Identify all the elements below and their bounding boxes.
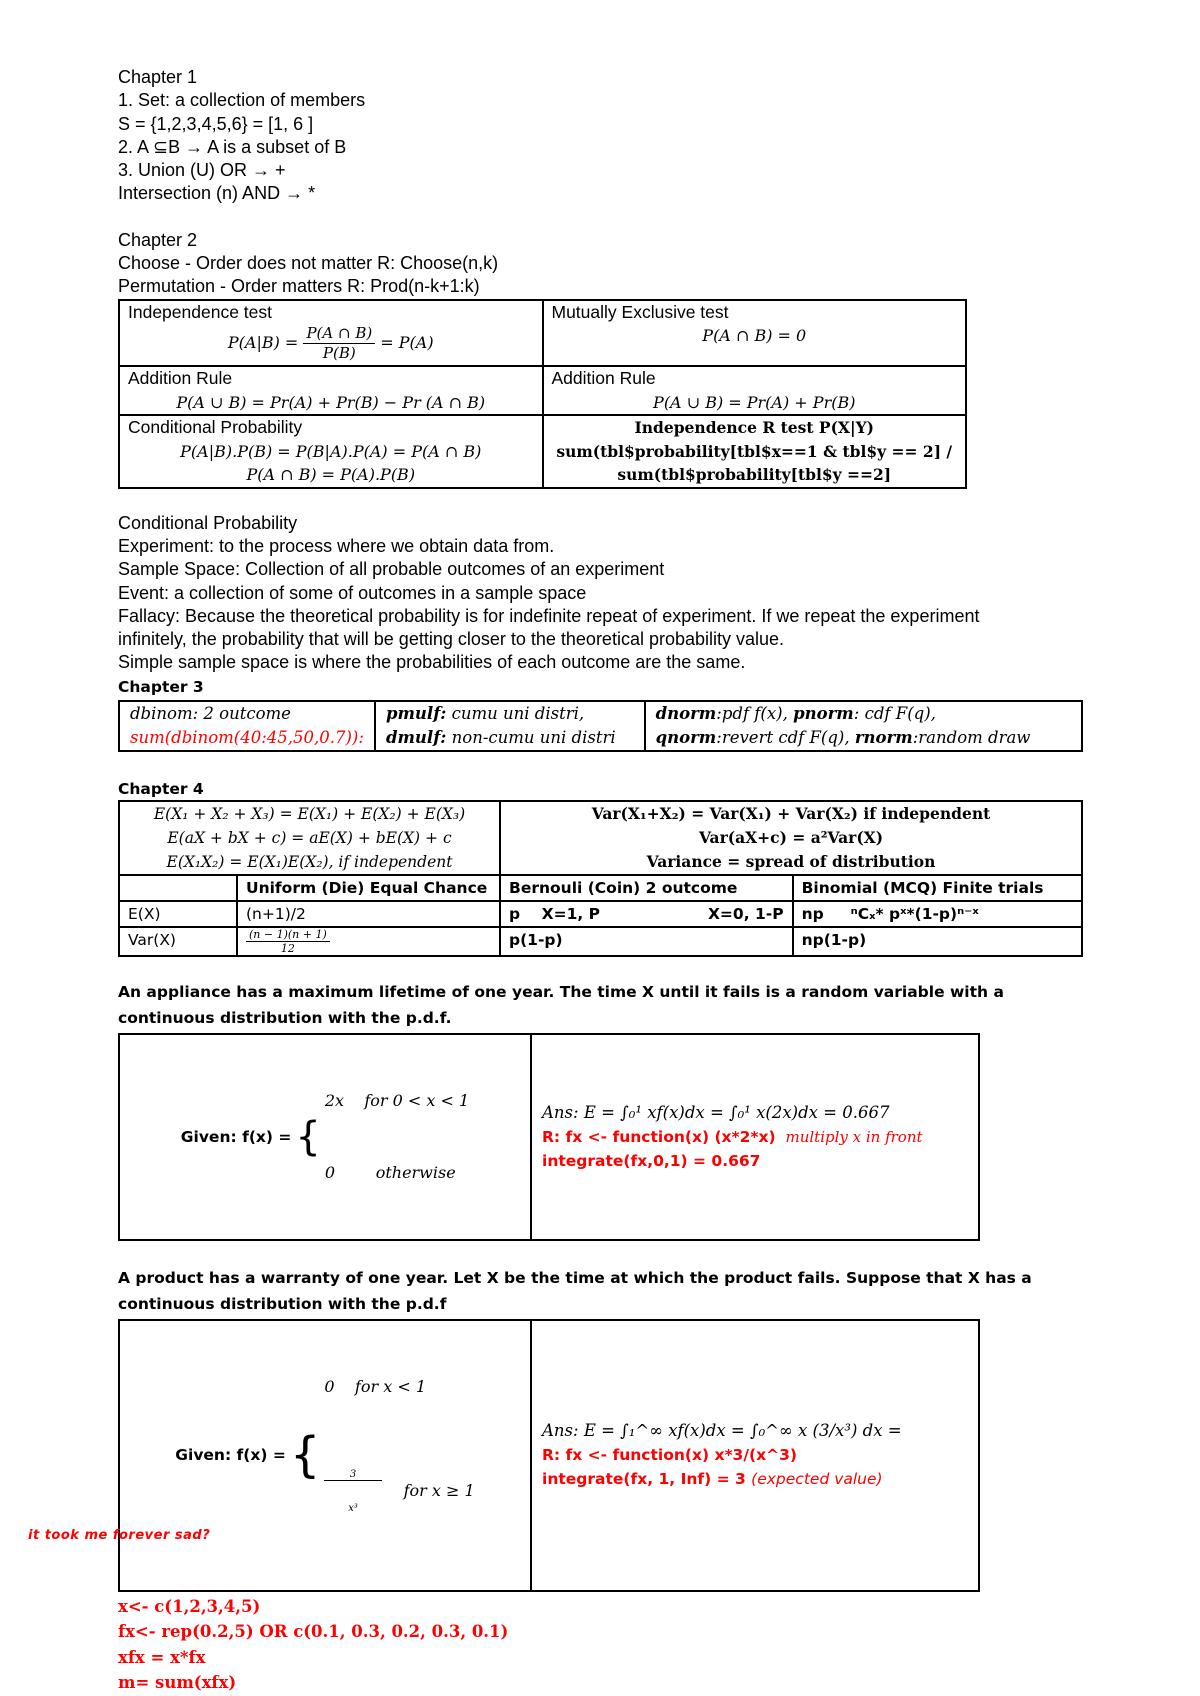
ex-row-label: E(X) <box>119 901 237 927</box>
q2-case-2-denominator: x³ <box>348 1502 358 1514</box>
question-2-section <box>118 1265 1084 1592</box>
rnorm-key: rnorm <box>854 727 913 747</box>
q1-r-line-1 <box>542 1125 968 1149</box>
expectation-rules-cell <box>119 801 500 875</box>
expectation-rule-3: E(X₁X₂) = E(X₁)E(X₂), if independent <box>166 852 453 871</box>
binomial-ex: np ⁿCₓ* pˣ*(1-p)ⁿ⁻ˣ <box>793 901 1082 927</box>
indep-rhs: = P(A) <box>380 333 434 353</box>
q2-case-2 <box>324 1447 474 1536</box>
bernoulli-header: Bernouli (Coin) 2 outcome <box>500 875 793 901</box>
conditional-probability-header: Conditional Probability <box>128 417 303 438</box>
q2-r-code-1: R: fx <- function(x) x*3/(x^3) <box>542 1446 797 1465</box>
binomial-var: np(1-p) <box>793 927 1082 956</box>
left-brace-icon: { <box>295 1113 321 1160</box>
chapter-1-section <box>118 66 1084 206</box>
conditional-probability-cell <box>119 415 543 488</box>
bernoulli-var: p(1-p) <box>500 927 793 956</box>
var-row-label: Var(X) <box>119 927 237 956</box>
q2-given <box>130 1327 520 1584</box>
table-row <box>119 1320 979 1591</box>
q2-answer-cell <box>531 1320 979 1591</box>
chapter-3-section <box>118 675 1084 752</box>
unif-cell <box>375 701 645 751</box>
table-row <box>119 415 966 488</box>
code-line-1: x<- c(1,2,3,4,5) <box>118 1596 261 1616</box>
table-row <box>119 875 1082 901</box>
q1-case-1: 2x for 0 < x < 1 <box>324 1090 470 1110</box>
q2-r-code-2: integrate(fx, 1, Inf) = 3 <box>542 1470 752 1489</box>
q1-note: multiply x in front <box>785 1127 923 1146</box>
dmulf-val: non-cumu uni distri <box>446 727 616 747</box>
r-test-title: Independence R test P(X|Y) <box>634 418 874 438</box>
dnorm-line <box>656 702 1071 726</box>
norm-cell <box>645 701 1082 751</box>
pnorm-key: pnorm <box>793 703 854 723</box>
r-code-block <box>118 1594 1084 1696</box>
addition-rule-header-2: Addition Rule <box>551 368 656 389</box>
dbinom-desc: dbinom: 2 outcome <box>130 703 291 723</box>
table-row <box>119 927 1082 956</box>
expectation-rule-1: E(X₁ + X₂ + X₃) = E(X₁) + E(X₂) + E(X₃) <box>153 804 466 823</box>
uniform-var-denominator: 12 <box>280 941 295 955</box>
ch2-line-1: Choose - Order does not matter R: Choose(n,k) <box>118 253 499 274</box>
document-page <box>118 66 1084 1696</box>
chapter-4-section <box>118 778 1084 957</box>
expectation-variance-table <box>118 800 1083 957</box>
indep-denominator: P(B) <box>322 344 356 363</box>
chapter-1-title: Chapter 1 <box>118 67 198 87</box>
table-row <box>119 1034 979 1240</box>
ch2-line-2: Permutation - Order matters R: Prod(n-k+1:k) <box>118 276 480 297</box>
addition-formula-2: P(A ∪ B) = Pr(A) + Pr(B) <box>653 392 856 412</box>
q1-given-cell <box>119 1034 531 1240</box>
table-row <box>119 901 1082 927</box>
footer-handwritten-note: it took me forever sad? <box>28 1528 211 1543</box>
chapter-2-title: Chapter 2 <box>118 229 198 250</box>
q2-case-1: 0 for x < 1 <box>324 1376 426 1396</box>
dmulf-key: dmulf: <box>385 727 447 747</box>
indep-fraction <box>303 324 375 363</box>
ch1-line-2: S = {1,2,3,4,5,6} = [1, 6 ] <box>118 113 314 134</box>
variance-rules-cell <box>500 801 1082 875</box>
left-brace-icon: { <box>289 1427 321 1484</box>
dmulf-line <box>386 726 634 750</box>
q1-r-code-2: integrate(fx,0,1) = 0.667 <box>542 1151 761 1170</box>
indep-lhs: P(A|B) = <box>227 333 299 353</box>
dnorm-val: :pdf f(x), <box>716 703 794 723</box>
mutually-exclusive-cell <box>543 300 967 367</box>
pmulf-line <box>386 702 634 726</box>
addition-rule-cell-2 <box>543 366 967 415</box>
cp-line-4: Fallacy: Because the theoretical probability is for indefinite repeat of experiment. If we repeat the experiment infinitely, the probability that will be getting closer to the theoretical probability value. <box>118 605 980 650</box>
qnorm-val: :revert cdf F(q), <box>716 727 855 747</box>
qnorm-key: qnorm <box>655 727 717 747</box>
q1-answer: Ans: E = ∫₀¹ xf(x)dx = ∫₀¹ x(2x)dx = 0.667 <box>542 1102 890 1122</box>
q2-r-line-2 <box>542 1467 968 1491</box>
code-line-3: xfx = x*fx <box>118 1647 206 1667</box>
ch1-line-1: 1. Set: a collection of members <box>118 90 366 111</box>
cp-line-2: Sample Space: Collection of all probable outcomes of an experiment <box>118 559 665 580</box>
q2-answer: Ans: E = ∫₁^∞ xf(x)dx = ∫₀^∞ x (3/x³) dx = <box>542 1421 902 1441</box>
pmulf-val: cumu uni distri, <box>446 703 585 723</box>
uniform-ex: (n+1)/2 <box>237 901 500 927</box>
q2-case-2-condition: for x ≥ 1 <box>403 1481 475 1501</box>
table-row <box>119 801 1082 875</box>
question-2-text: A product has a warranty of one year. Let X be the time at which the product fails. Suppose that X has a continuous distribution with the p.d.f <box>118 1268 1032 1313</box>
q1-answer-cell <box>531 1034 979 1240</box>
mutually-exclusive-header: Mutually Exclusive test <box>551 301 729 322</box>
rnorm-val: :random draw <box>912 727 1031 747</box>
r-test-line-2: sum(tbl$probability[tbl$y ==2] <box>617 465 892 485</box>
question-1-table <box>118 1033 980 1241</box>
addition-formula-1: P(A ∪ B) = Pr(A) + Pr(B) − Pr (A ∩ B) <box>176 392 486 412</box>
indep-numerator: P(A ∩ B) <box>303 324 375 344</box>
q1-case-2: 0 otherwise <box>324 1162 456 1182</box>
independence-r-test-cell <box>543 415 967 488</box>
uniform-header: Uniform (Die) Equal Chance <box>237 875 500 901</box>
chapter-4-title: Chapter 4 <box>118 779 204 798</box>
probability-rules-table <box>118 299 967 489</box>
dbinom-example: sum(dbinom(40:45,50,0.7)): <box>130 727 364 747</box>
code-line-4: m= sum(xfx) <box>118 1673 237 1693</box>
conditional-probability-section <box>118 512 1084 675</box>
cp-line-5: Simple sample space is where the probabilities of each outcome are the same. <box>118 652 746 673</box>
q2-given-cell <box>119 1320 531 1591</box>
table-row <box>119 366 966 415</box>
addition-rule-header-1: Addition Rule <box>128 368 233 389</box>
variance-rule-1: Var(X₁+X₂) = Var(X₁) + Var(X₂) if independent <box>591 803 991 823</box>
qnorm-line <box>656 726 1071 750</box>
bernoulli-ex: p X=1, P X=0, 1-P <box>500 901 793 927</box>
table-row <box>119 701 1082 751</box>
uniform-var-numerator: (n − 1)(n + 1) <box>246 928 330 942</box>
variance-rule-2: Var(aX+c) = a²Var(X) <box>698 827 884 847</box>
question-2-table <box>118 1319 980 1592</box>
table-row <box>119 300 966 367</box>
independence-formula <box>128 324 534 363</box>
empty-header-cell <box>119 875 237 901</box>
binomial-header: Binomial (MCQ) Finite trials <box>793 875 1082 901</box>
q2-case-2-numerator: 3 <box>324 1469 381 1481</box>
chapter-3-title: Chapter 3 <box>118 677 204 696</box>
cp-line-1: Experiment: to the process where we obtain data from. <box>118 535 555 556</box>
q1-r-code-1: R: fx <- function(x) (x*2*x) <box>542 1127 776 1146</box>
ch1-line-4: 3. Union (U) OR → + <box>118 160 286 181</box>
cp-title: Conditional Probability <box>118 512 298 533</box>
q2-cases <box>324 1327 474 1584</box>
r-test-line-1: sum(tbl$probability[tbl$x==1 & tbl$y == 2] / <box>556 441 953 461</box>
code-line-2: fx<- rep(0.2,5) OR c(0.1, 0.3, 0.2, 0.3, 0.1) <box>118 1622 509 1642</box>
ch1-line-3: 2. A ⊆B → A is a subset of B <box>118 136 347 157</box>
q2-r-note: (expected value) <box>751 1470 883 1489</box>
uniform-var-fraction <box>246 928 330 955</box>
pmulf-key: pmulf: <box>385 703 447 723</box>
question-1-section <box>118 979 1084 1241</box>
distribution-functions-table <box>118 700 1083 752</box>
mutex-formula: P(A ∩ B) = 0 <box>702 326 807 346</box>
independence-test-cell <box>119 300 543 367</box>
conditional-formula-2: P(A ∩ B) = P(A).P(B) <box>246 465 416 485</box>
variance-rule-3: Variance = spread of distribution <box>646 851 936 871</box>
q1-cases <box>325 1041 469 1233</box>
uniform-var <box>237 927 500 956</box>
dbinom-cell <box>119 701 375 751</box>
dnorm-key: dnorm <box>655 703 717 723</box>
ch1-line-5: Intersection (n) AND → * <box>118 183 316 204</box>
chapter-2-section <box>118 229 1084 489</box>
expectation-rule-2: E(aX + bX + c) = aE(X) + bE(X) + c <box>167 828 452 847</box>
addition-rule-cell-1 <box>119 366 543 415</box>
cp-line-3: Event: a collection of some of outcomes in a sample space <box>118 582 587 603</box>
independence-test-header: Independence test <box>128 301 273 322</box>
q1-given <box>130 1041 520 1233</box>
pnorm-val: : cdf F(q), <box>853 703 936 723</box>
conditional-formula-1: P(A|B).P(B) = P(B|A).P(A) = P(A ∩ B) <box>180 441 482 461</box>
q2-given-label: Given: f(x) = <box>175 1446 286 1465</box>
question-1-text: An appliance has a maximum lifetime of one year. The time X until it fails is a random variable with a continuous distribution with the p.d.f. <box>118 982 1004 1027</box>
q2-case-2-fraction <box>324 1447 381 1536</box>
q1-given-label: Given: f(x) = <box>180 1127 292 1146</box>
